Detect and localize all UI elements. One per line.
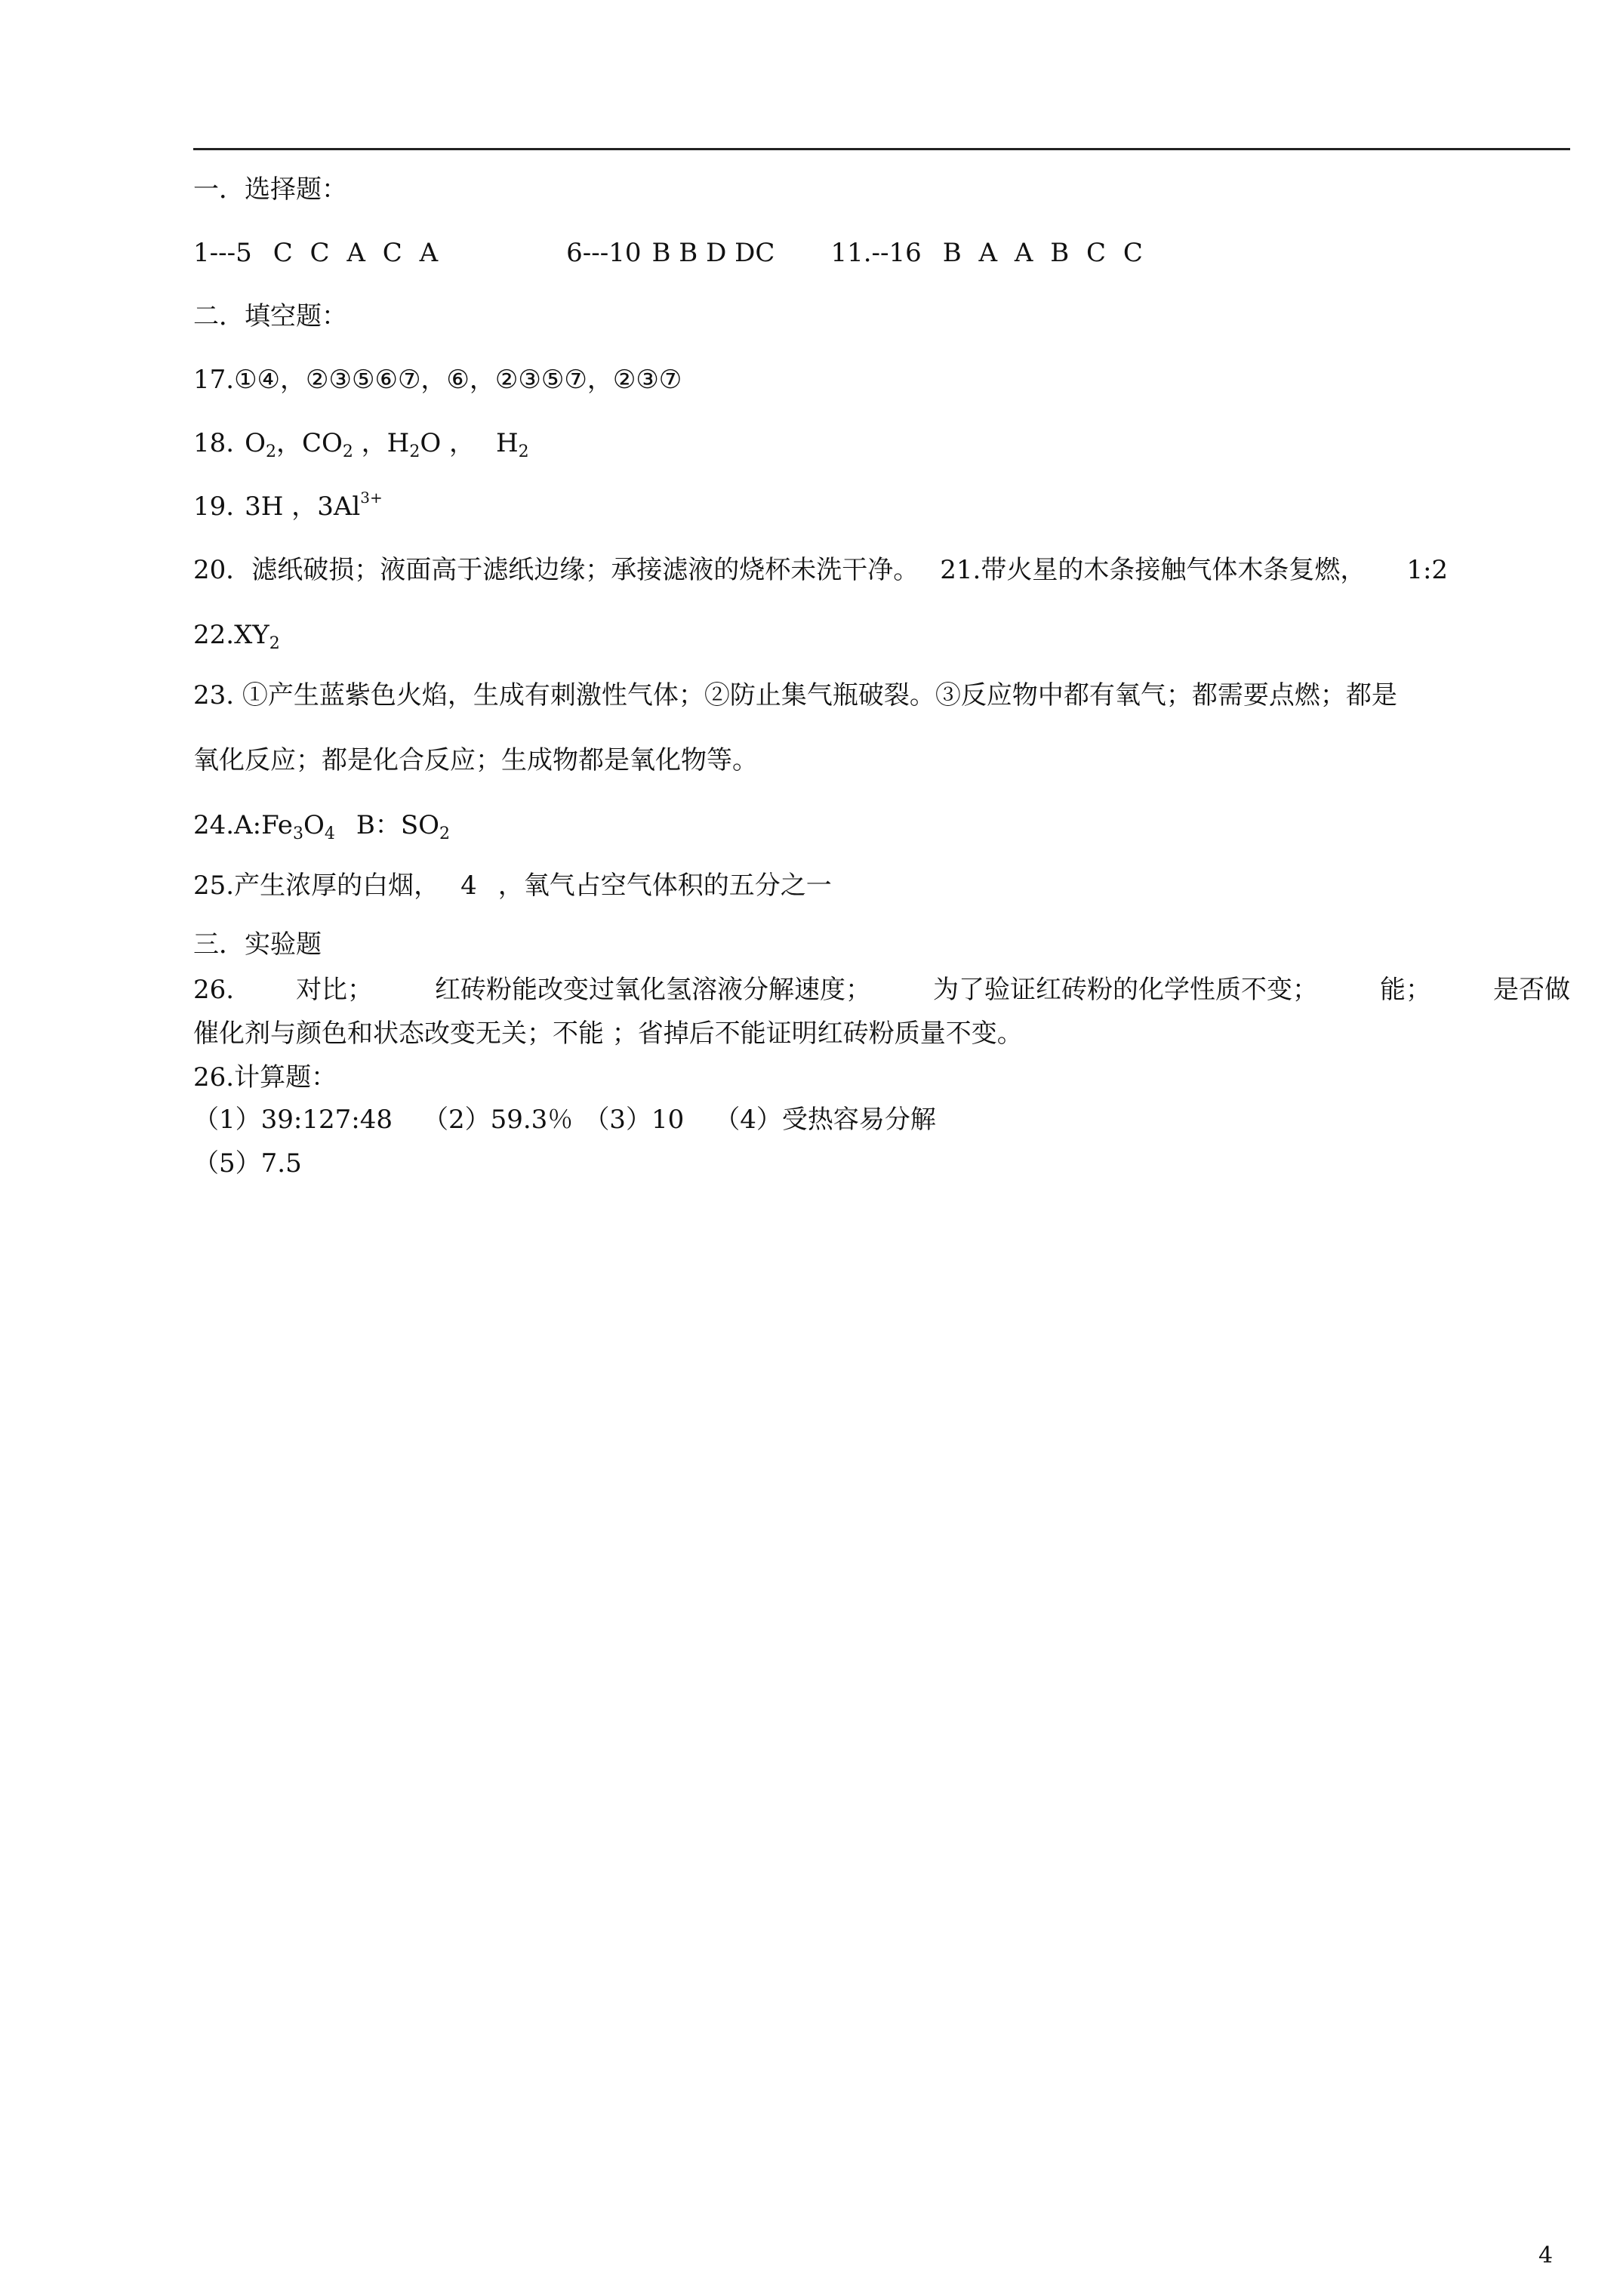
answer-26-line-2: 催化剂与颜色和状态改变无关；不能 ；省掉后不能证明红砖粉质量不变。 [193, 1019, 1023, 1049]
choice-answers-line [193, 236, 1147, 270]
choice-group-3-answers: B A A B C C [942, 238, 1147, 268]
choice-group-2-answers: B B D DC [651, 238, 775, 268]
choice-group-1-answers: C C A C A [273, 238, 443, 268]
answer-23-line-2: 氧化反应；都是化合反应；生成物都是氧化物等。 [193, 745, 758, 775]
answer-18: 18. $O_2$，$CO_2$ ，$H_2O$ ， $H_2$ [193, 428, 529, 461]
answer-21: 21.带火星的木条接触气体木条复燃， [940, 555, 1366, 585]
section-heading-fill: 二．填空题： [193, 301, 347, 331]
section-heading-experiment: 三．实验题 [193, 929, 322, 960]
choice-group-3-range: 11.--16 [830, 238, 922, 268]
answer-19: 19. 3H ，$3Al^{3+}$ [193, 488, 383, 522]
calc-answers-line-2: （5）7.5 [193, 1148, 302, 1179]
choice-group-1-range: 1---5 [193, 238, 252, 268]
page-number: 4 [1538, 2242, 1554, 2269]
answer-26-line-1: 26. 对比； 红砖粉能改变过氧化氢溶液分解速度； 为了验证红砖粉的化学性质不变； 能； 是否做 [193, 975, 1570, 1005]
answer-20-21 [193, 553, 1448, 587]
answer-23-line-1: 23. ①产生蓝紫色火焰，生成有刺激性气体；②防止集气瓶破裂。③反应物中都有氧气；都需要点燃；都是 [193, 680, 1397, 710]
section-heading-calc: 26.计算题： [193, 1062, 337, 1093]
answer-25: 25.产生浓厚的白烟， 4 ，氧气占空气体积的五分之一 [193, 871, 832, 901]
choice-group-2-range: 6---10 [566, 238, 642, 268]
answer-22: $22.XY_2$ [193, 620, 280, 653]
section-heading-choice: 一．选择题： [193, 174, 347, 205]
header-rule [193, 148, 1570, 150]
calc-answers-line-1: （1）39:127:48 （2）59.3％ （3）10 （4）受热容易分解 [193, 1105, 936, 1135]
answer-17: 17.①④，②③⑤⑥⑦，⑥，②③⑤⑦，②③⑦ [193, 365, 682, 395]
answer-24: $24.A:Fe_3O_4$ B：$SO_2$ [193, 810, 450, 843]
answer-21-ratio: 1:2 [1406, 555, 1449, 585]
answer-20: 20．滤纸破损；液面高于滤纸边缘；承接滤液的烧杯未洗干净。 [193, 555, 919, 585]
